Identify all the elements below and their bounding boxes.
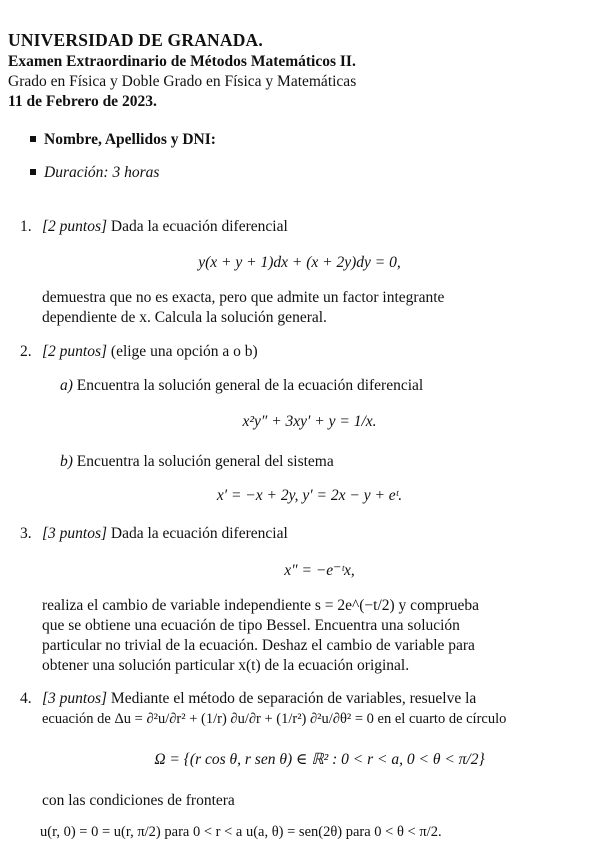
- duration-label: [30, 164, 159, 182]
- problem-3-intro-text: Dada la ecuación diferencial: [110, 525, 288, 542]
- name-label-text: Nombre, Apellidos y DNI:: [44, 131, 216, 148]
- problem-3-text-line-4: obtener una solución particular x(t) de la ecuación original.: [42, 657, 410, 674]
- option-b-text: Encuentra la solución general del sistema: [76, 453, 334, 470]
- problem-4-number: 4.: [20, 690, 32, 707]
- option-a-text: Encuentra la solución general de la ecuación diferencial: [76, 377, 424, 394]
- problem-4-boundary: u(r, 0) = 0 = u(r, π/2) para 0 < r < a u(a, θ) = sen(2θ) para 0 < θ < π/2.: [40, 824, 442, 840]
- problem-3-equation: x″ = −e⁻ᵗx,: [284, 562, 355, 579]
- problem-1-text-line-1: demuestra que no es exacta, pero que admite un factor integrante: [42, 289, 445, 306]
- problem-1-number: 1.: [20, 218, 32, 235]
- problem-1-text-line-2: dependiente de x. Calcula la solución general.: [42, 309, 327, 326]
- option-b-label: b): [60, 453, 73, 470]
- bullet-square-icon: [30, 136, 36, 142]
- problem-2-number: 2.: [20, 343, 32, 360]
- problem-1-equation: y(x + y + 1)dx + (x + 2y)dy = 0,: [198, 254, 401, 271]
- problem-4-intro: [42, 690, 476, 708]
- problem-3-text-line-3: particular no trivial de la ecuación. Deshaz el cambio de variable para: [42, 637, 475, 654]
- problem-3-points: [3 puntos]: [42, 525, 108, 542]
- name-field-label: [30, 131, 216, 149]
- problem-2-points: [2 puntos]: [42, 343, 108, 360]
- problem-4-text-line-2: ecuación de Δu = ∂²u/∂r² + (1/r) ∂u/∂r + (1/r²) ∂²u/∂θ² = 0 en el cuarto de círculo: [42, 711, 507, 727]
- bullet-square-icon: [30, 169, 36, 175]
- problem-1-intro-text: Dada la ecuación diferencial: [110, 218, 288, 235]
- duration-text: Duración: 3 horas: [44, 164, 160, 181]
- problem-4-text-line-3: con las condiciones de frontera: [42, 792, 235, 809]
- problem-3-number: 3.: [20, 525, 32, 542]
- problem-2-intro-text: (elige una opción a o b): [110, 343, 258, 360]
- problem-4-intro-text: Mediante el método de separación de variables, resuelve la: [110, 690, 477, 707]
- problem-3-text-line-2: que se obtiene una ecuación de tipo Bessel. Encuentra una solución: [42, 617, 460, 634]
- problem-2-option-b-equation: x′ = −x + 2y, y′ = 2x − y + eᵗ.: [216, 487, 403, 504]
- option-a-label: a): [60, 377, 73, 394]
- university-title: UNIVERSIDAD DE GRANADA.: [8, 30, 263, 50]
- problem-1-intro: [42, 218, 288, 236]
- degree-line: Grado en Física y Doble Grado en Física y Matemáticas: [8, 73, 357, 90]
- problem-2-option-a: [60, 377, 423, 395]
- problem-2-option-a-equation: x²y″ + 3xy′ + y = 1/x.: [242, 413, 377, 430]
- problem-2-intro: [42, 343, 258, 361]
- problem-4-domain: Ω = {(r cos θ, r sen θ) ∈ ℝ² : 0 < r < a, 0 < θ < π/2}: [154, 751, 485, 768]
- exam-date: 11 de Febrero de 2023.: [8, 93, 157, 110]
- exam-title: Examen Extraordinario de Métodos Matemáticos II.: [8, 53, 356, 70]
- problem-4-points: [3 puntos]: [42, 690, 108, 707]
- problem-3-text-line-1: realiza el cambio de variable independiente s = 2e^(−t/2) y comprueba: [42, 597, 480, 614]
- problem-3-intro: [42, 525, 288, 543]
- problem-2-option-b: [60, 453, 334, 471]
- problem-1-points: [2 puntos]: [42, 218, 108, 235]
